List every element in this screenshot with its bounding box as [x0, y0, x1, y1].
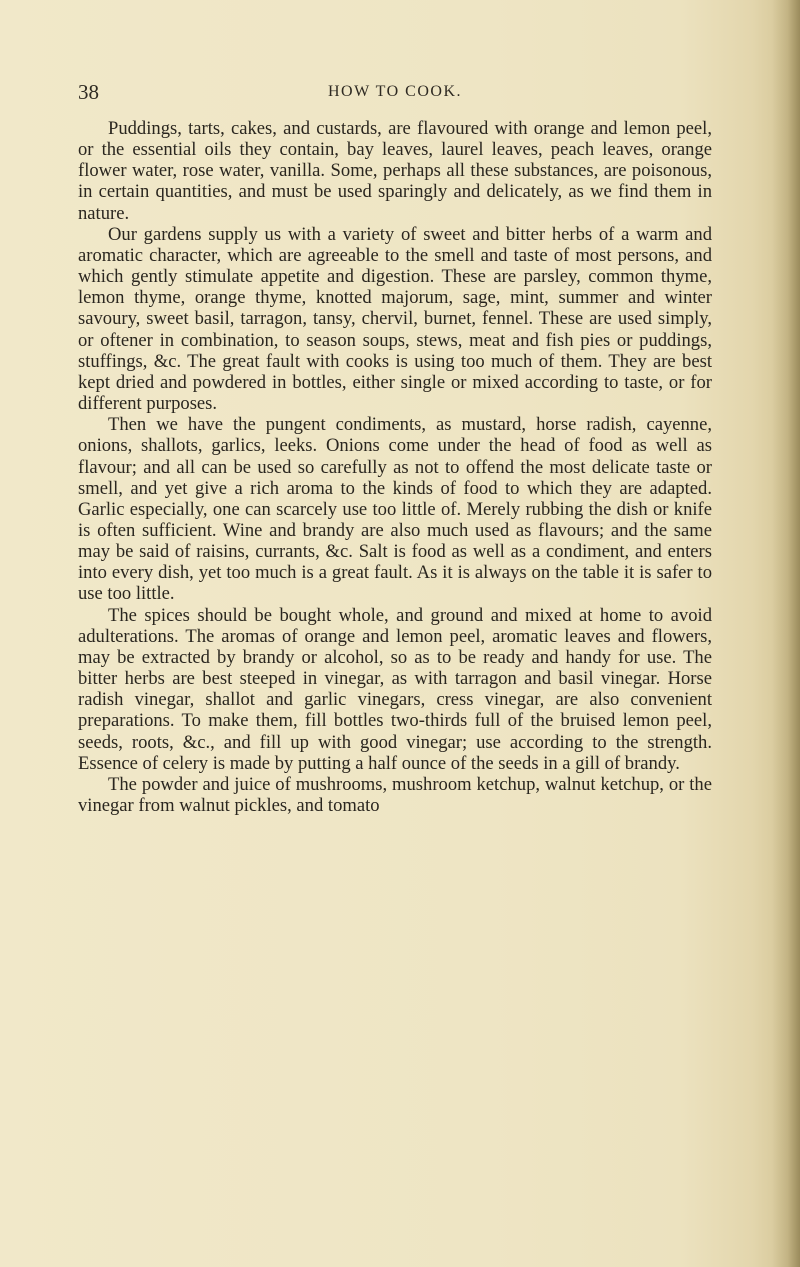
page-number: 38 — [78, 80, 99, 104]
paragraph-flavourings: Puddings, tarts, cakes, and custards, are flavoured with orange and lemon peel, or the essential oils they contain, bay leaves, laurel leaves, peach leaves, orange flower water, rose water, vanilla. Some, perhaps all these substances, are poisonous, in certain quantities, and must be used sparingly and delicately, as we find them in nature. — [78, 118, 712, 224]
running-head — [78, 80, 712, 110]
paragraph-spices: The spices should be bought whole, and ground and mixed at home to avoid adulterations. The aromas of orange and lemon peel, aromatic leaves and flowers, may be extracted by brandy or alcohol, so as to be ready and handy for use. The bitter herbs are best steeped in vinegar, as with tarragon and basil vinegar. Horse radish vinegar, shallot and garlic vinegars, cress vinegar, are also convenient preparations. To make them, fill bottles two-thirds full of the bruised lemon peel, seeds, roots, &c., and fill up with good vinegar; use according to the strength. Essence of celery is made by putting a half ounce of the seeds in a gill of brandy. — [78, 604, 712, 774]
paragraph-herbs: Our gardens supply us with a variety of sweet and bitter herbs of a warm and aromatic character, which are agreeable to the smell and taste of most persons, and which gently stimulate appetite and digestion. These are parsley, common thyme, lemon thyme, orange thyme, knotted majorum, sage, mint, summer and winter savoury, sweet basil, tarragon, tansy, chervil, burnet, fennel. These are used simply, or oftener in combination, to season soups, stews, meat and fish pies or puddings, stuffings, &c. The great fault with cooks is using too much of them. They are best kept dried and powdered in bottles, either single or mixed according to taste, or for different purposes. — [78, 223, 712, 415]
page-edge-shadow — [772, 0, 800, 1267]
body-text — [78, 118, 712, 816]
running-head-title: HOW TO COOK. — [327, 83, 462, 100]
paragraph-condiments: Then we have the pungent condiments, as mustard, horse radish, cayenne, onions, shallots, garlics, leeks. Onions come under the head of food as well as flavour; and all can be used so carefully as not to offend the most delicate taste or smell, and yet give a rich aroma to the kinds of food to which they are adapted. Garlic especially, one can scarcely use too little of. Merely rubbing the dish or knife is often sufficient. Wine and brandy are also much used as flavours; and the same may be said of raisins, currants, &c. Salt is food as well as a condiment, and enters into every dish, yet too much is a great fault. As it is always on the table it is safer to use too little. — [78, 414, 712, 605]
paragraph-mushrooms: The powder and juice of mushrooms, mushroom ketchup, walnut ketchup, or the vinegar from walnut pickles, and tomato — [78, 773, 712, 816]
